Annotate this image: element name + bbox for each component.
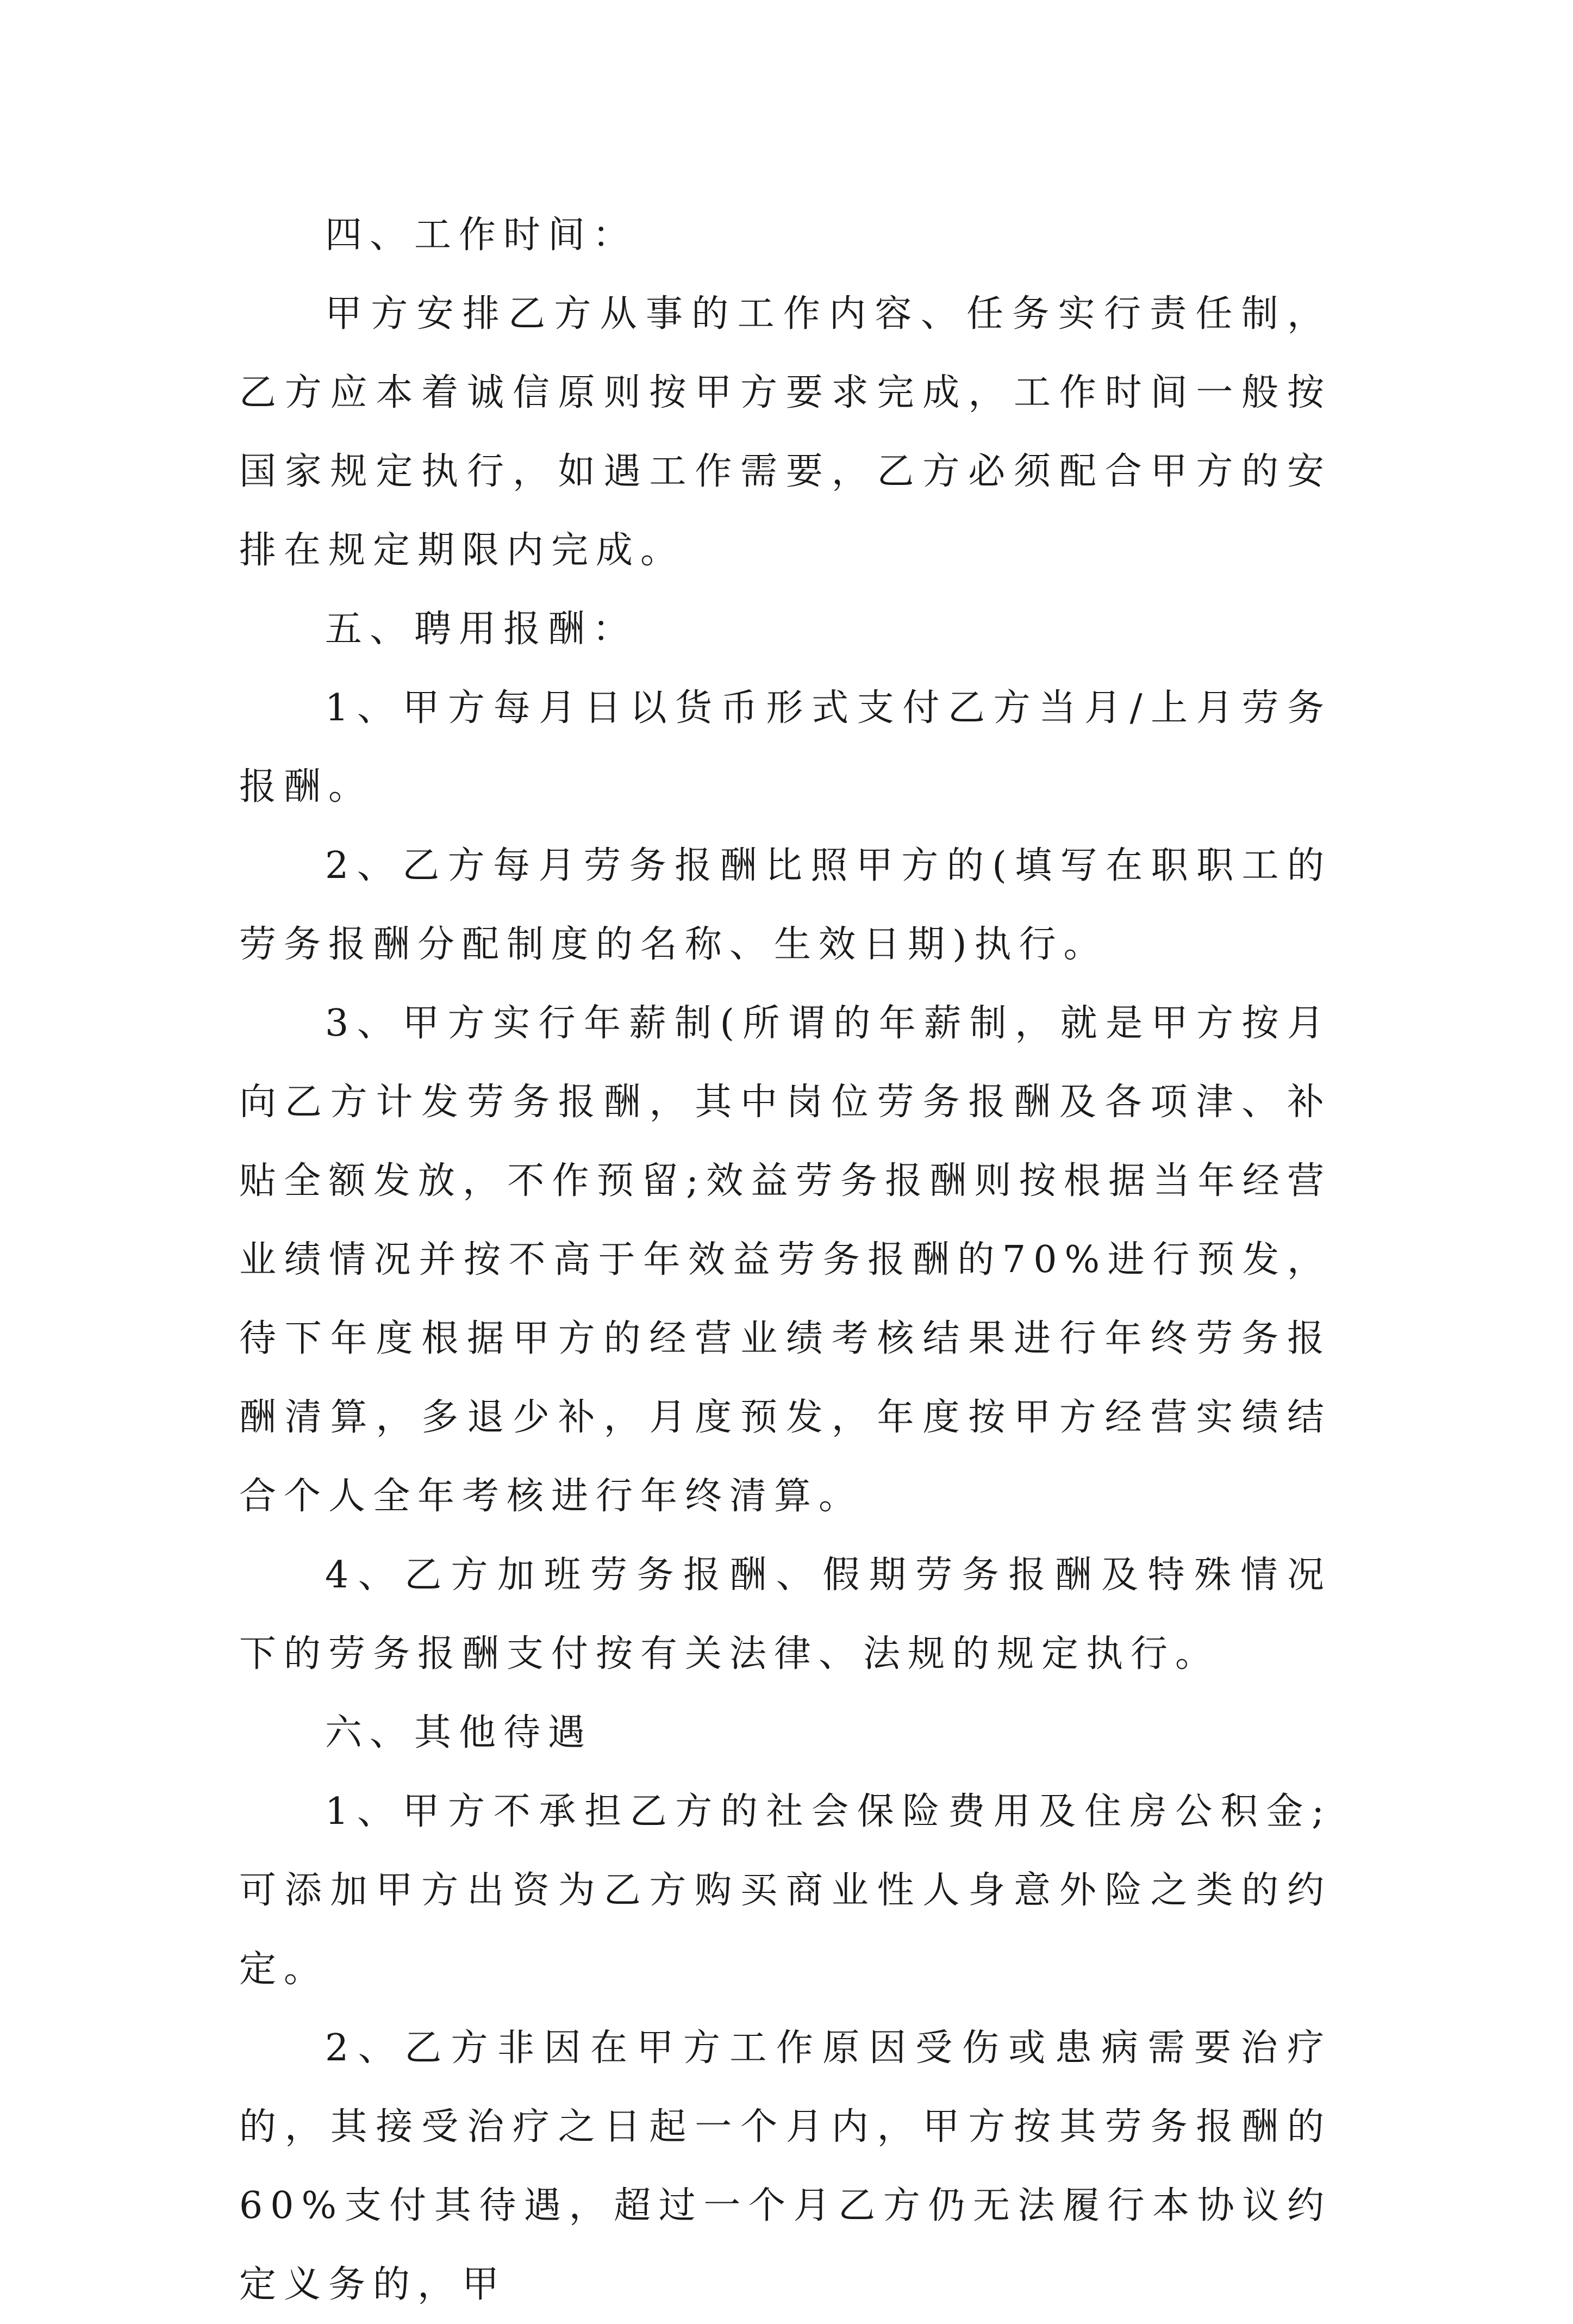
section-4-body: 甲方安排乙方从事的工作内容、任务实行责任制，乙方应本着诚信原则按甲方要求完成，工作时间一般按国家规定执行，如遇工作需要，乙方必须配合甲方的安排在规定期限内完成。 [239,292,1332,572]
section-4-heading: 四、工作时间： [325,214,638,257]
section-5-item-3: 3、甲方实行年薪制(所谓的年薪制，就是甲方按月向乙方计发劳务报酬，其中岗位劳务报酬及各项津、补贴全额发放，不作预留;效益劳务报酬则按根据当年经营业绩情况并按不高于年效益劳务报酬的70%进行预发，待下年度根据甲方的经营业绩考核结果进行年终劳务报酬清算，多退少补，月度预发，年度按甲方经营实绩结合个人全年考核进行年终清算。 [239,1002,1332,1518]
section-5-item-4: 4、乙方加班劳务报酬、假期劳务报酬及特殊情况下的劳务报酬支付按有关法律、法规的规定执行。 [239,1554,1332,1675]
section-5-item-1: 1、甲方每月日以货币形式支付乙方当月/上月劳务报酬。 [239,687,1332,808]
section-5-heading: 五、聘用报酬： [325,608,638,651]
section-5-item-2: 2、乙方每月劳务报酬比照甲方的(填写在职职工的劳务报酬分配制度的名称、生效日期)执行。 [239,844,1332,966]
section-6-item-2: 2、乙方非因在甲方工作原因受伤或患病需要治疗的，其接受治疗之日起一个月内，甲方按其劳务报酬的60%支付其待遇，超过一个月乙方仍无法履行本协议约定义务的，甲 [239,2027,1332,2306]
document-page [239,196,1332,2324]
section-6-item-1: 1、甲方不承担乙方的社会保险费用及住房公积金;可添加甲方出资为乙方购买商业性人身意外险之类的约定。 [239,1790,1332,1991]
section-6-heading: 六、其他待遇 [325,1711,593,1754]
